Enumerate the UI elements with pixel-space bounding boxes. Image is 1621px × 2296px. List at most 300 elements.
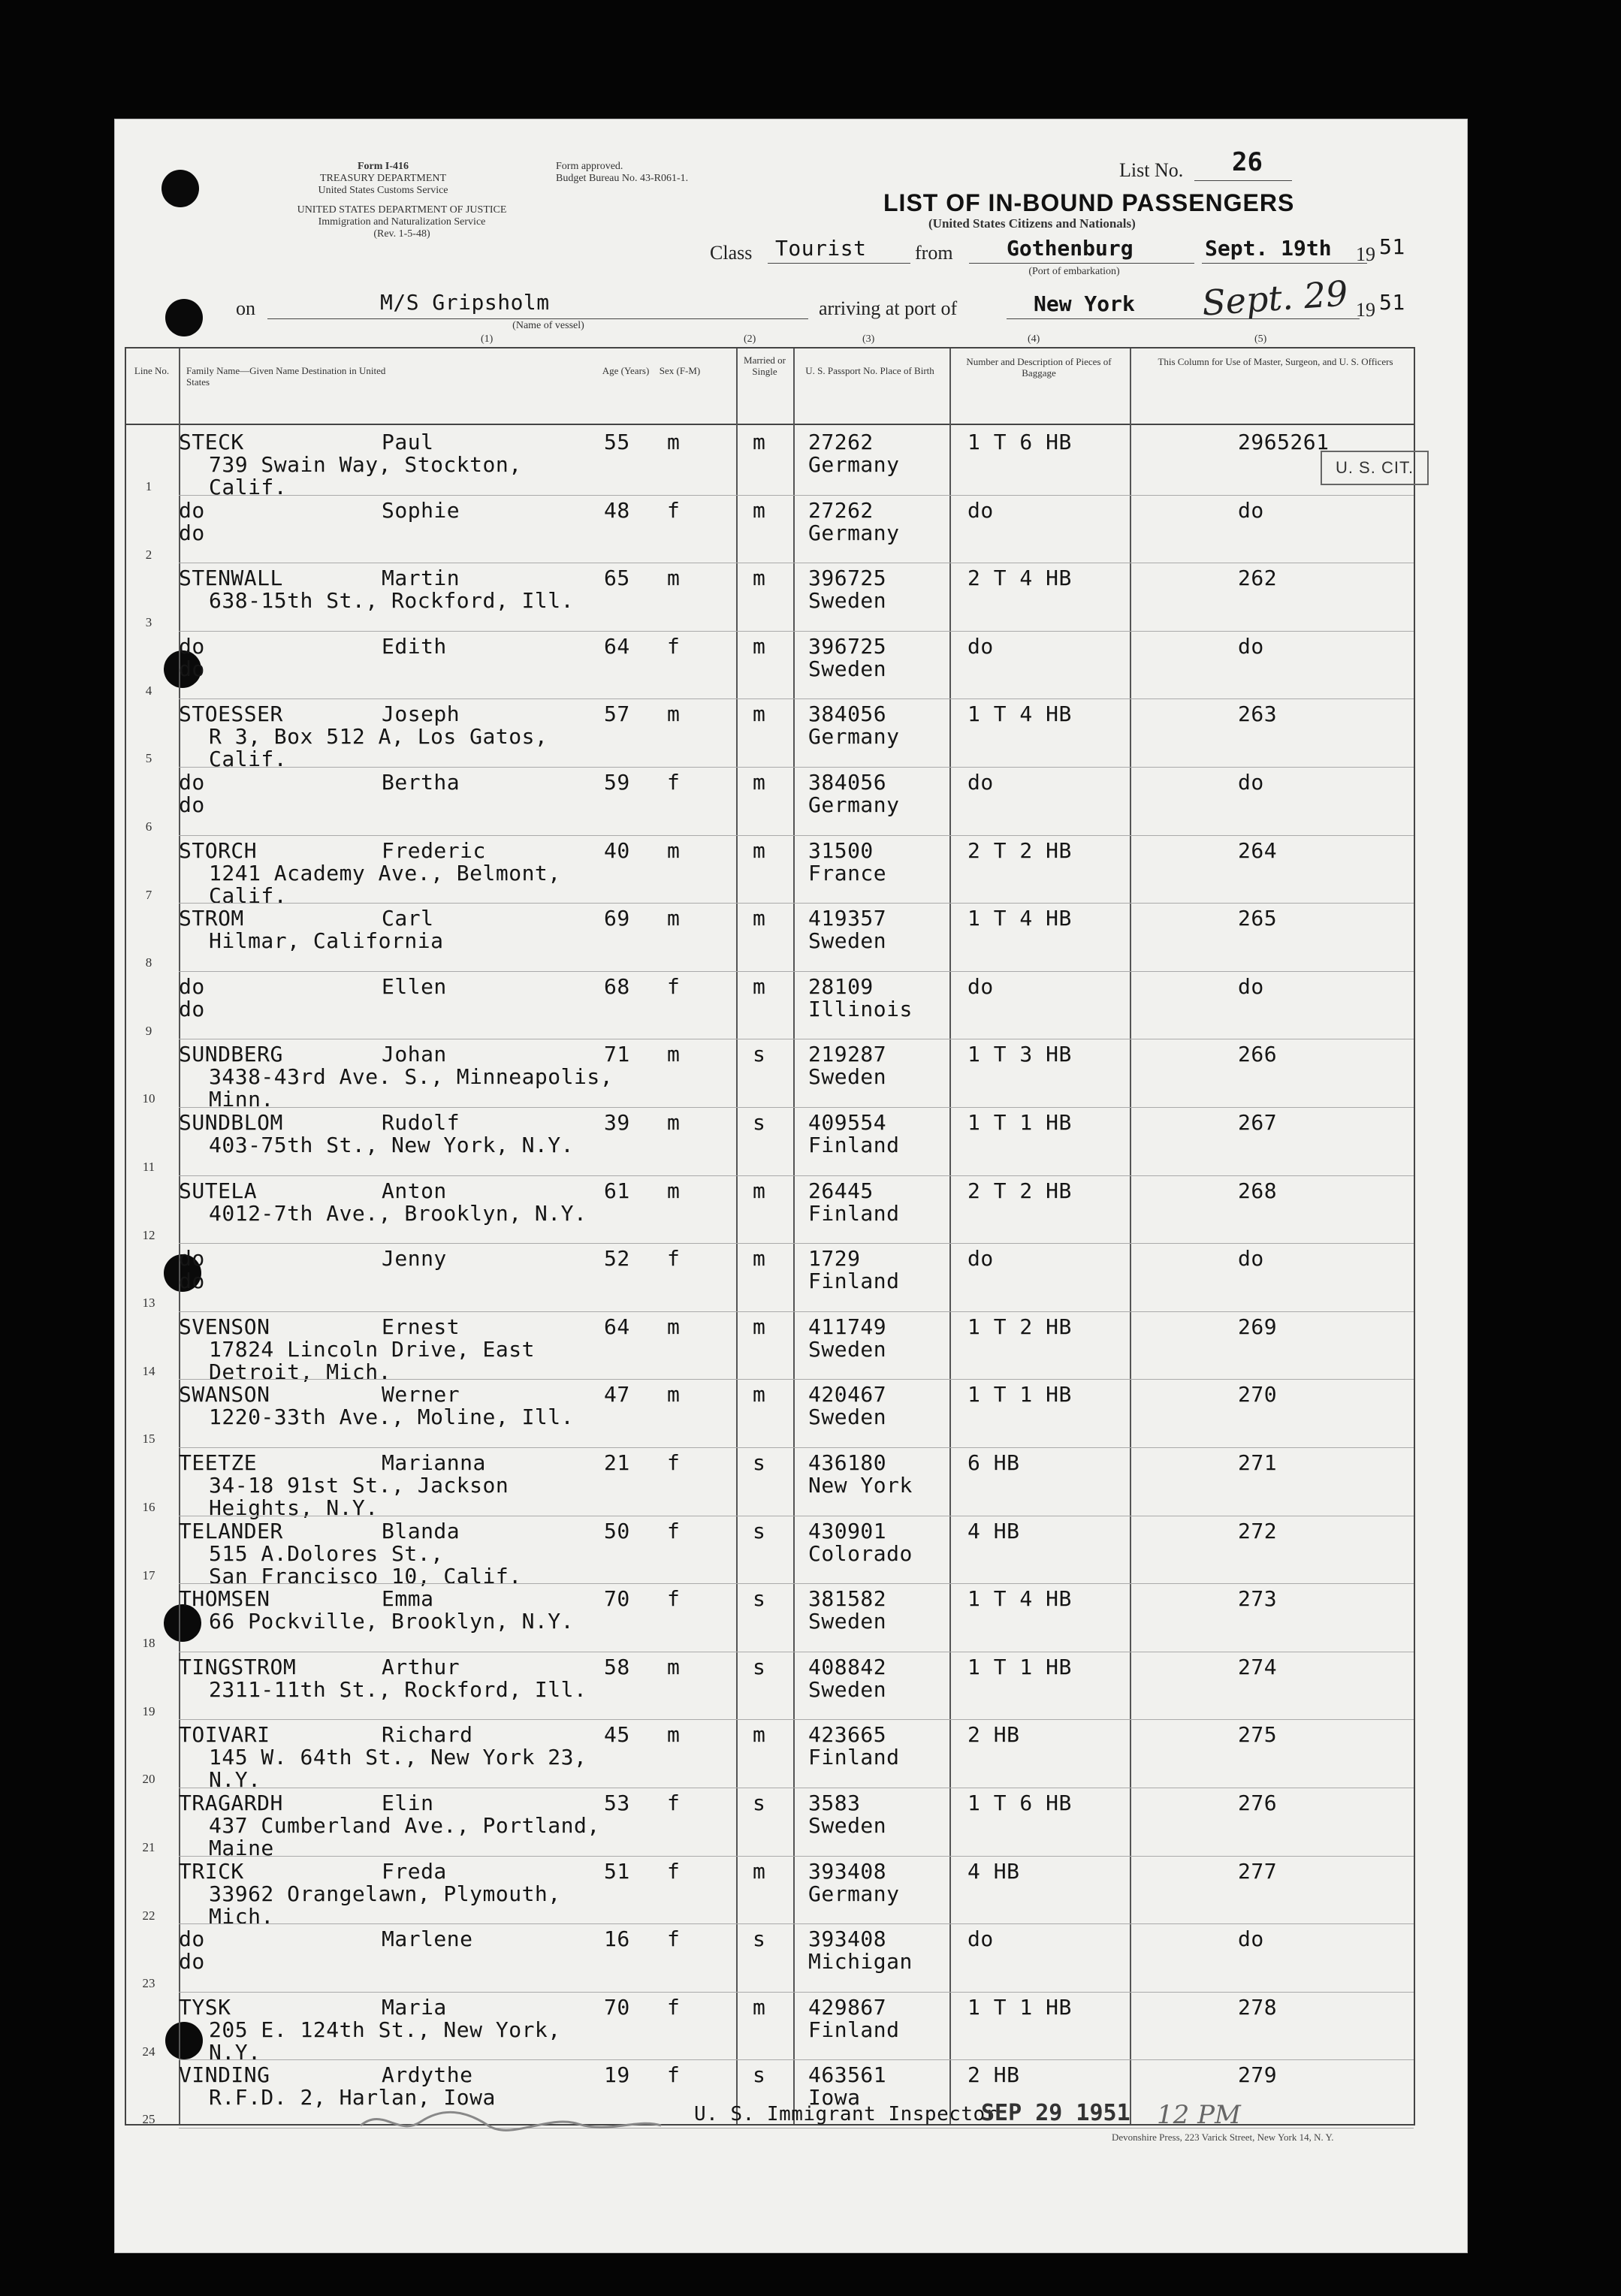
passenger-family-name: SWANSON (179, 1382, 270, 1407)
passenger-family-name: SUTELA (179, 1178, 258, 1203)
passport-number: 396725 (808, 566, 887, 591)
passenger-family-name: TRICK (179, 1858, 244, 1884)
passenger-given-name: Martin (382, 566, 460, 591)
destination-line: 4012-7th Ave., Brooklyn, N.Y. (209, 1200, 587, 1226)
destination-line: Detroit, Mich. (209, 1359, 392, 1384)
passenger-given-name: Sophie (382, 497, 460, 523)
passenger-family-name: do (179, 973, 205, 999)
line-number: 21 (142, 1840, 155, 1854)
passenger-age: 50 (604, 1518, 630, 1543)
birth-place: Germany (808, 792, 900, 817)
passport-number: 423665 (808, 1722, 887, 1748)
passport-number: 27262 (808, 497, 874, 523)
col-num-3: (3) (862, 333, 875, 345)
line-number: 10 (142, 1091, 155, 1106)
passenger-sex: f (667, 1586, 681, 1612)
baggage-description: 1 T 4 HB (967, 701, 1072, 727)
passport-number: 393408 (808, 1858, 887, 1884)
table-row (126, 1923, 1414, 1992)
passenger-sex: m (667, 837, 681, 863)
passenger-family-name: SUNDBLOM (179, 1110, 283, 1135)
passenger-family-name: STENWALL (179, 566, 283, 591)
passenger-sex: m (667, 1042, 681, 1067)
destination-line: R 3, Box 512 A, Los Gatos, (209, 724, 548, 750)
page-title: LIST OF IN-BOUND PASSENGERS (883, 189, 1295, 216)
passenger-family-name: do (179, 497, 205, 523)
treasury-label: TREASURY DEPARTMENT (319, 173, 447, 184)
passenger-age: 64 (604, 1314, 630, 1339)
passenger-family-name: TELANDER (179, 1518, 283, 1543)
passenger-family-name: do (179, 1246, 205, 1272)
official-number: do (1238, 497, 1264, 523)
line-number: 19 (142, 1703, 155, 1718)
official-number: 271 (1238, 1450, 1278, 1475)
official-number: 272 (1238, 1518, 1278, 1543)
port-underline (1007, 318, 1360, 319)
passenger-age: 48 (604, 497, 630, 523)
passenger-given-name: Paul (382, 430, 434, 454)
passenger-age: 40 (604, 837, 630, 863)
table-row (126, 1583, 1414, 1652)
baggage-description: 4 HB (967, 1858, 1020, 1884)
table-row (126, 1856, 1414, 1929)
embark-note: (Port of embarkation) (1028, 266, 1120, 277)
destination-line: do (179, 1269, 205, 1294)
passenger-marital-status: s (753, 1042, 766, 1067)
table-row (126, 835, 1414, 908)
birth-place: Sweden (808, 928, 887, 954)
passenger-age: 70 (604, 1586, 630, 1612)
passenger-family-name: TRAGARDH (179, 1791, 283, 1815)
line-number: 15 (142, 1432, 155, 1447)
passenger-given-name: Arthur (382, 1654, 460, 1679)
form-agency-block (270, 161, 496, 197)
passenger-sex: f (667, 1518, 681, 1543)
passenger-given-name: Johan (382, 1042, 447, 1067)
passenger-sex: m (667, 1722, 681, 1748)
line-number: 11 (142, 1160, 155, 1174)
passenger-marital-status: s (753, 1926, 766, 1952)
passenger-family-name: do (179, 770, 205, 795)
passenger-marital-status: m (753, 430, 766, 454)
baggage-description: 2 HB (967, 1722, 1020, 1748)
birth-place: Sweden (808, 1336, 887, 1362)
passenger-given-name: Blanda (382, 1518, 460, 1543)
table-row (126, 1175, 1414, 1244)
baggage-description: 1 T 6 HB (967, 430, 1072, 454)
passenger-family-name: STROM (179, 906, 244, 931)
passport-number: 31500 (808, 837, 874, 863)
line-number: 16 (142, 1500, 155, 1514)
binder-hole (161, 170, 199, 207)
justice-block (225, 204, 578, 240)
official-number: do (1238, 1926, 1264, 1952)
budget-block (556, 161, 796, 185)
class-underline (768, 263, 910, 264)
passenger-age: 53 (604, 1791, 630, 1815)
baggage-description: 1 T 1 HB (967, 1110, 1072, 1135)
year-prefix: 19 (1356, 243, 1375, 265)
table-row (126, 631, 1414, 699)
birth-place: Sweden (808, 588, 887, 614)
passport-number: 384056 (808, 701, 887, 727)
official-number: 279 (1238, 2062, 1278, 2088)
on-label: on (236, 297, 255, 319)
official-number: 270 (1238, 1382, 1278, 1407)
official-number: 263 (1238, 701, 1278, 727)
line-number: 22 (142, 1908, 155, 1923)
col-num-4: (4) (1028, 333, 1040, 345)
passenger-sex: m (667, 430, 681, 454)
passenger-age: 21 (604, 1450, 630, 1475)
line-number: 23 (142, 1976, 155, 1991)
baggage-description: 1 T 1 HB (967, 1654, 1072, 1679)
passenger-given-name: Marlene (382, 1926, 473, 1952)
date-underline (1202, 263, 1367, 264)
passenger-given-name: Bertha (382, 770, 460, 795)
destination-line: R.F.D. 2, Harlan, Iowa (209, 2085, 496, 2110)
passenger-sex: f (667, 973, 681, 999)
vessel-underline (267, 318, 808, 319)
departure-date: Sept. 19th (1205, 236, 1332, 261)
header-line-no: Line No. (134, 365, 170, 376)
birth-place: Finland (808, 1745, 900, 1770)
passenger-sex: m (667, 1110, 681, 1135)
passport-number: 436180 (808, 1450, 887, 1475)
destination-line: 1220-33th Ave., Moline, Ill. (209, 1404, 575, 1430)
passenger-given-name: Richard (382, 1722, 473, 1748)
table-row (126, 1992, 1414, 2065)
vessel-name: M/S Gripsholm (380, 290, 550, 315)
passenger-age: 52 (604, 1246, 630, 1272)
passenger-given-name: Ellen (382, 973, 447, 999)
passenger-given-name: Maria (382, 1994, 447, 2020)
passport-number: 430901 (808, 1518, 887, 1543)
header-married: Married or Single (744, 355, 786, 377)
header-age: Age (Years) (602, 365, 650, 376)
col-num-1: (1) (481, 333, 494, 345)
inspector-signature (353, 2103, 669, 2147)
line-number: 8 (145, 955, 152, 970)
official-number: 262 (1238, 566, 1278, 591)
passenger-marital-status: s (753, 1518, 766, 1543)
arrival-year-prefix: 19 (1356, 299, 1375, 321)
official-number: do (1238, 770, 1264, 795)
destination-line: 66 Pockville, Brooklyn, N.Y. (209, 1609, 575, 1634)
passenger-marital-status: m (753, 906, 766, 931)
passport-number: 408842 (808, 1654, 887, 1679)
passenger-marital-status: m (753, 633, 766, 659)
table-row (126, 1719, 1414, 1793)
passenger-sex: m (667, 1382, 681, 1407)
table-row (126, 427, 1414, 499)
passenger-age: 58 (604, 1654, 630, 1679)
vessel-note: (Name of vessel) (512, 320, 584, 331)
birth-place: Sweden (808, 1813, 887, 1838)
passport-number: 393408 (808, 1926, 887, 1952)
birth-place: Sweden (808, 1609, 887, 1634)
destination-line: 145 W. 64th St., New York 23, (209, 1745, 587, 1770)
table-row (126, 767, 1414, 835)
passenger-marital-status: m (753, 1314, 766, 1339)
line-number: 2 (145, 547, 152, 562)
passport-number: 419357 (808, 906, 887, 931)
passenger-sex: f (667, 1791, 681, 1815)
passenger-family-name: do (179, 1926, 205, 1952)
year-suffix: 51 (1379, 234, 1405, 259)
table-row (126, 971, 1414, 1039)
line-number: 18 (142, 1636, 155, 1651)
arrival-date-handwritten: Sept. 29 (1200, 273, 1350, 324)
table-row (126, 495, 1414, 563)
passenger-given-name: Edith (382, 633, 447, 659)
passenger-family-name: THOMSEN (179, 1586, 270, 1612)
passenger-marital-status: m (753, 837, 766, 863)
passenger-sex: m (667, 906, 681, 931)
passenger-sex: f (667, 1994, 681, 2020)
birth-place: Finland (808, 1133, 900, 1157)
line-number: 20 (142, 1772, 155, 1787)
birth-place: Germany (808, 1881, 900, 1906)
passport-number: 420467 (808, 1382, 887, 1407)
destination-line: Mich. (209, 1903, 274, 1929)
passenger-age: 68 (604, 973, 630, 999)
birth-place: Sweden (808, 1064, 887, 1090)
list-number-label: List No. (1119, 159, 1184, 181)
passenger-family-name: TEETZE (179, 1450, 258, 1475)
official-number: 274 (1238, 1654, 1278, 1679)
baggage-description: 2 T 4 HB (967, 566, 1072, 591)
table-row (126, 1516, 1414, 1588)
passenger-age: 47 (604, 1382, 630, 1407)
birth-place: Illinois (808, 996, 913, 1021)
baggage-description: 1 T 4 HB (967, 1586, 1072, 1612)
destination-line: do (179, 656, 205, 681)
passenger-given-name: Ardythe (382, 2062, 473, 2088)
revision-label: (Rev. 1-5-48) (373, 228, 430, 240)
destination-line: Calif. (209, 475, 288, 499)
list-number-value: 26 (1232, 147, 1263, 177)
justice-label: UNITED STATES DEPARTMENT OF JUSTICE (297, 204, 507, 216)
passenger-given-name: Freda (382, 1858, 447, 1884)
passenger-family-name: SVENSON (179, 1314, 270, 1339)
baggage-description: 2 T 2 HB (967, 837, 1072, 863)
passenger-family-name: VINDING (179, 2062, 270, 2088)
official-number: 276 (1238, 1791, 1278, 1815)
destination-line: 1241 Academy Ave., Belmont, (209, 860, 561, 886)
class-label: Class (710, 242, 753, 264)
table-row (126, 1652, 1414, 1720)
printer-credit: Devonshire Press, 223 Varick Street, New York 14, N. Y. (1112, 2132, 1334, 2143)
passenger-given-name: Elin (382, 1791, 434, 1815)
birth-place: Germany (808, 724, 900, 750)
birth-place: Germany (808, 452, 900, 477)
destination-line: 515 A.Dolores St., (209, 1540, 444, 1566)
line-number: 4 (145, 683, 152, 698)
official-number: 277 (1238, 1858, 1278, 1884)
passenger-sex: f (667, 770, 681, 795)
line-number: 17 (142, 1567, 155, 1582)
baggage-description: 1 T 1 HB (967, 1382, 1072, 1407)
passenger-marital-status: m (753, 497, 766, 523)
inspection-date-stamp: SEP 29 1951 (981, 2100, 1130, 2126)
official-number: 264 (1238, 837, 1278, 863)
line-number: 6 (145, 819, 152, 834)
inspector-label: U. S. Immigrant Inspector (694, 2103, 998, 2126)
line-number: 14 (142, 1363, 155, 1378)
passenger-marital-status: m (753, 566, 766, 591)
table-row (126, 1311, 1414, 1384)
passenger-marital-status: m (753, 1858, 766, 1884)
destination-line: Calif. (209, 882, 288, 908)
col-num-5: (5) (1254, 333, 1267, 345)
passenger-marital-status: m (753, 1178, 766, 1203)
baggage-description: 4 HB (967, 1518, 1020, 1543)
passenger-sex: f (667, 2062, 681, 2088)
birth-place: Finland (808, 1200, 900, 1226)
passenger-family-name: do (179, 633, 205, 659)
destination-line: Maine (209, 1836, 274, 1860)
passenger-age: 59 (604, 770, 630, 795)
destination-line: 2311-11th St., Rockford, Ill. (209, 1676, 587, 1702)
passport-number: 463561 (808, 2062, 887, 2088)
official-number: 267 (1238, 1110, 1278, 1135)
passport-number: 26445 (808, 1178, 874, 1203)
header-sex: Sex (F-M) (659, 365, 701, 376)
passenger-family-name: STORCH (179, 837, 258, 863)
destination-line: Hilmar, California (209, 928, 444, 954)
passenger-family-name: SUNDBERG (179, 1042, 283, 1067)
baggage-description: 6 HB (967, 1450, 1020, 1475)
passenger-table (125, 347, 1415, 2126)
binder-hole (165, 299, 203, 336)
passport-number: 384056 (808, 770, 887, 795)
destination-line: 17824 Lincoln Drive, East (209, 1336, 535, 1362)
destination-line: 638-15th St., Rockford, Ill. (209, 588, 575, 614)
line-number: 13 (142, 1296, 155, 1311)
passport-number: 27262 (808, 430, 874, 454)
passenger-marital-status: m (753, 701, 766, 727)
destination-line: 33962 Orangelawn, Plymouth, (209, 1881, 561, 1906)
passenger-sex: f (667, 1926, 681, 1952)
baggage-description: 1 T 1 HB (967, 1994, 1072, 2020)
passenger-family-name: TYSK (179, 1994, 231, 2020)
birth-place: New York (808, 1473, 913, 1498)
official-number: 266 (1238, 1042, 1278, 1067)
passport-number: 396725 (808, 633, 887, 659)
passenger-marital-status: s (753, 1654, 766, 1679)
line-number: 5 (145, 751, 152, 766)
header-baggage: Number and Description of Pieces of Baggage (966, 356, 1112, 379)
destination-line: 739 Swain Way, Stockton, (209, 452, 522, 477)
line-number: 1 (145, 479, 152, 493)
birth-place: Sweden (808, 1404, 887, 1430)
destination-line: do (179, 996, 205, 1021)
passenger-marital-status: m (753, 1722, 766, 1748)
passenger-age: 39 (604, 1110, 630, 1135)
arrival-year-suffix: 51 (1379, 290, 1405, 315)
destination-line: 403-75th St., New York, N.Y. (209, 1133, 575, 1157)
passport-number: 3583 (808, 1791, 861, 1815)
passenger-age: 16 (604, 1926, 630, 1952)
passenger-age: 69 (604, 906, 630, 931)
passenger-marital-status: s (753, 1791, 766, 1815)
baggage-description: 2 T 2 HB (967, 1178, 1072, 1203)
passenger-given-name: Joseph (382, 701, 460, 727)
destination-line: do (179, 1949, 205, 1975)
ins-label: Immigration and Naturalization Service (318, 216, 486, 228)
baggage-description: do (967, 497, 994, 523)
destination-line: Heights, N.Y. (209, 1495, 379, 1520)
baggage-description: 1 T 2 HB (967, 1314, 1072, 1339)
official-number: 273 (1238, 1586, 1278, 1612)
official-number: do (1238, 1246, 1264, 1272)
baggage-description: do (967, 1926, 994, 1952)
arrival-port: New York (1034, 291, 1135, 316)
official-number: 278 (1238, 1994, 1278, 2020)
table-row (126, 698, 1414, 772)
passenger-given-name: Jenny (382, 1246, 447, 1272)
passenger-marital-status: m (753, 770, 766, 795)
baggage-description: 1 T 3 HB (967, 1042, 1072, 1067)
official-number: 265 (1238, 906, 1278, 931)
passenger-family-name: STOESSER (179, 701, 283, 727)
arriving-label: arriving at port of (819, 297, 958, 319)
passenger-sex: f (667, 633, 681, 659)
table-row (126, 1107, 1414, 1175)
destination-line: 34-18 91st St., Jackson (209, 1473, 509, 1498)
header-official: This Column for Use of Master, Surgeon, and U. S. Officers (1158, 356, 1393, 367)
destination-line: N.Y. (209, 1767, 261, 1793)
table-row (126, 903, 1414, 971)
passenger-family-name: TINGSTROM (179, 1654, 297, 1679)
line-number: 25 (142, 2112, 155, 2127)
birth-place: Iowa (808, 2085, 861, 2110)
passport-number: 1729 (808, 1246, 861, 1272)
table-row (126, 1243, 1414, 1311)
col-num-2: (2) (744, 333, 756, 345)
page-subtitle: (United States Citizens and Nationals) (928, 216, 1136, 231)
passenger-sex: m (667, 701, 681, 727)
official-number: 2965261 (1238, 430, 1330, 454)
table-header (126, 348, 1414, 425)
destination-line: Minn. (209, 1087, 274, 1112)
passenger-given-name: Carl (382, 906, 434, 931)
passenger-sex: m (667, 1178, 681, 1203)
passenger-sex: f (667, 1246, 681, 1272)
passenger-marital-status: s (753, 1586, 766, 1612)
us-citizen-stamp: U. S. CIT. (1321, 451, 1429, 485)
line-number: 7 (145, 887, 152, 902)
passenger-age: 57 (604, 701, 630, 727)
passenger-family-name: STECK (179, 430, 244, 454)
birth-place: Colorado (808, 1540, 913, 1566)
from-value: Gothenburg (1007, 236, 1133, 261)
passenger-age: 55 (604, 430, 630, 454)
destination-line: Calif. (209, 747, 288, 772)
line-number: 12 (142, 1227, 155, 1242)
passenger-marital-status: m (753, 1382, 766, 1407)
passenger-age: 70 (604, 1994, 630, 2020)
baggage-description: 2 HB (967, 2062, 1020, 2088)
destination-line: San Francisco 10, Calif. (209, 1563, 522, 1588)
passport-number: 381582 (808, 1586, 887, 1612)
baggage-description: do (967, 973, 994, 999)
header-name: Family Name—Given Name Destination in United States (186, 365, 386, 388)
destination-line: 437 Cumberland Ave., Portland, (209, 1813, 600, 1838)
passenger-marital-status: m (753, 973, 766, 999)
passenger-family-name: TOIVARI (179, 1722, 270, 1748)
